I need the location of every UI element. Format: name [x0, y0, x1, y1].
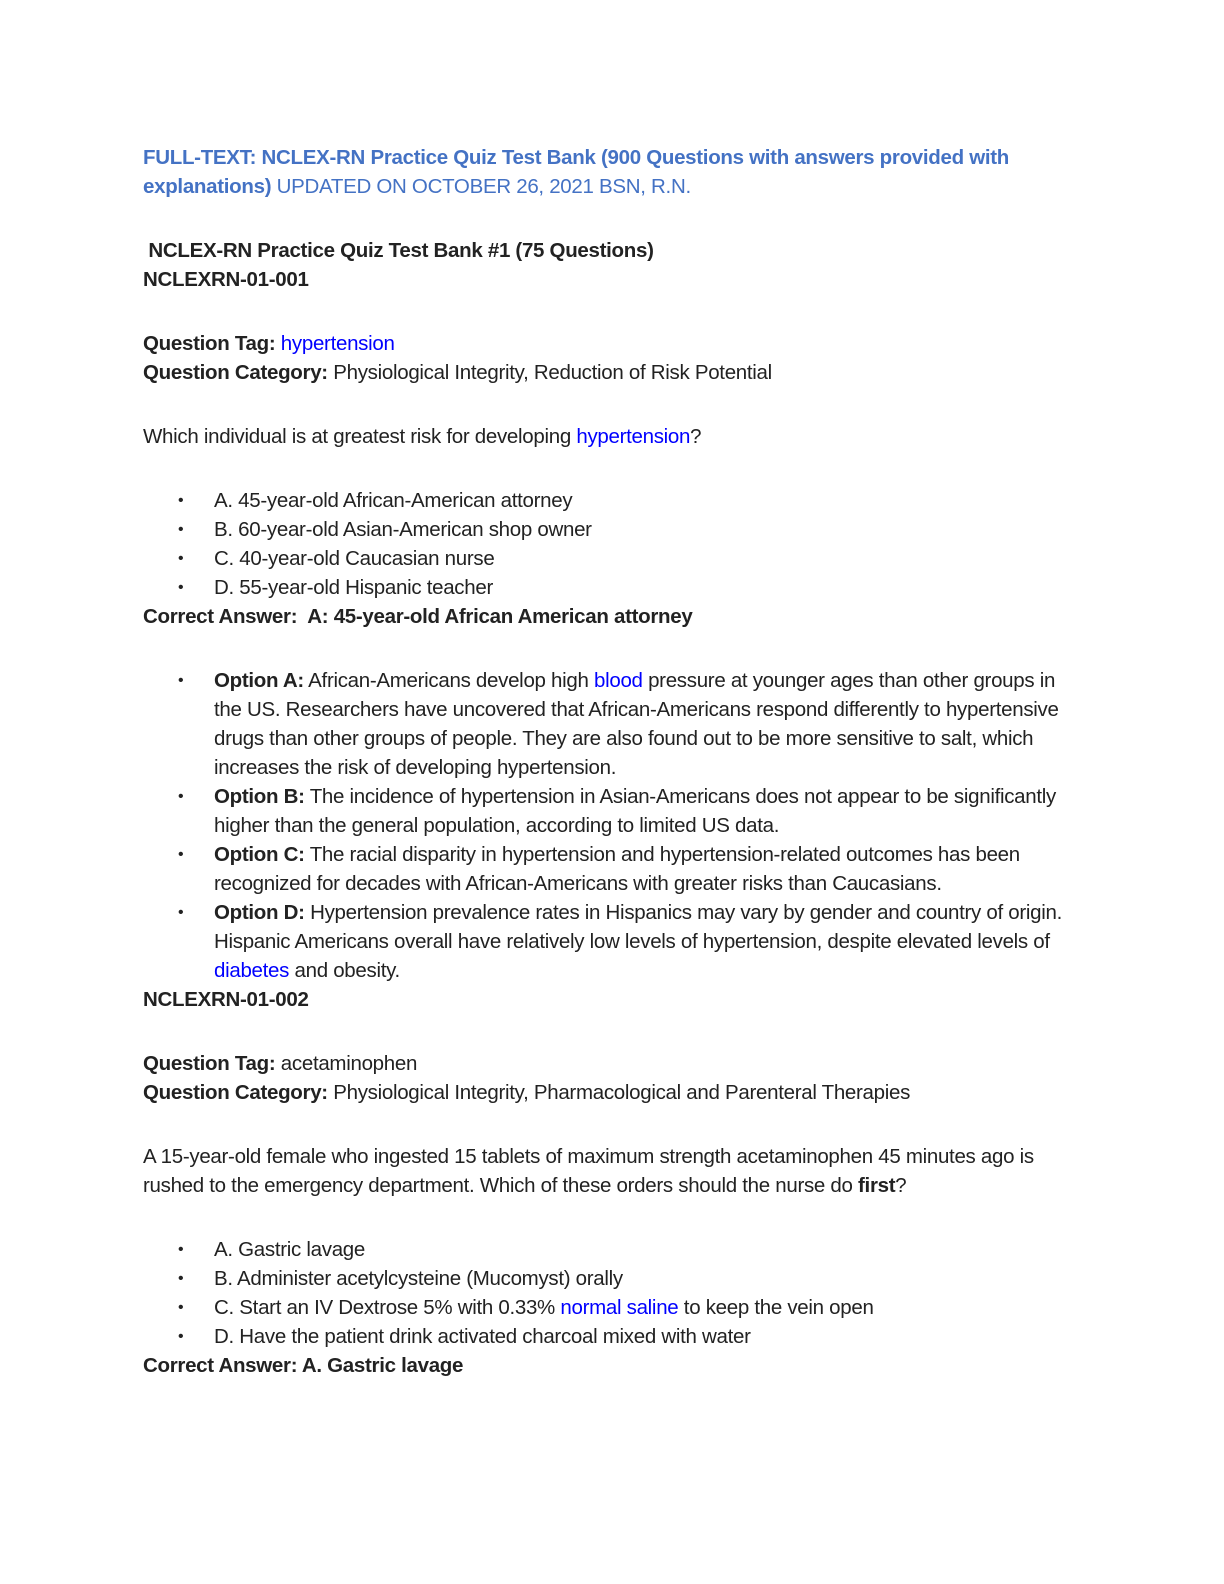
- choice-text: C. Start an IV Dextrose 5% with 0.33%: [214, 1296, 561, 1319]
- choice-b: [143, 1264, 1073, 1293]
- document-page: [143, 143, 1073, 1380]
- link-blood[interactable]: blood: [594, 669, 643, 692]
- explanation-text: pressure at younger ages than other groups in the US. Researchers have uncovered that African-Americans respond differently to hypertensive drugs than other groups of people. They are also found out to be more sensitive to salt, which increases the risk of developing hypertension.: [214, 669, 1059, 779]
- question-stem-1: [143, 422, 1073, 451]
- bullet-icon: •: [178, 1299, 184, 1316]
- choice-d: [143, 1322, 1073, 1351]
- category-value: Physiological Integrity, Pharmacological and Parenteral Therapies: [327, 1081, 911, 1104]
- link-diabetes[interactable]: diabetes: [214, 959, 290, 982]
- stem-end: ?: [895, 1174, 907, 1197]
- bullet-icon: •: [178, 846, 184, 863]
- question-tag-1: [143, 329, 1073, 358]
- explanation-label: Option D:: [214, 901, 305, 924]
- bullet-icon: •: [178, 1270, 184, 1287]
- question-id-1: NCLEXRN-01-001: [143, 268, 309, 291]
- explanation-text: and obesity.: [289, 959, 400, 982]
- stem-text: Which individual is at greatest risk for developing: [143, 425, 577, 448]
- explanation-c: [143, 840, 1073, 898]
- choice-text: B. 60-year-old Asian-American shop owner: [214, 518, 592, 541]
- bullet-icon: •: [178, 1328, 184, 1345]
- stem-text: A 15-year-old female who ingested 15 tablets of maximum strength acetaminophen 45 minutes ago is rushed to the emergency department. Which of these orders should the nurse do: [143, 1145, 1034, 1197]
- bullet-icon: •: [178, 672, 184, 689]
- tag-link-hypertension[interactable]: hypertension: [280, 332, 395, 355]
- explanation-text: Hypertension prevalence rates in Hispanics may vary by gender and country of origin. Hispanic Americans overall have relatively low levels of hypertension, despite elevated levels of: [214, 901, 1062, 953]
- question-id-2: NCLEXRN-01-002: [143, 988, 309, 1011]
- choice-d: [143, 573, 1073, 602]
- tag-value: acetaminophen: [275, 1052, 418, 1075]
- question-tag-2: [143, 1049, 1073, 1078]
- explanation-text: The racial disparity in hypertension and hypertension-related outcomes has been recognized for decades with African-Americans with greater risks than Caucasians.: [214, 843, 1020, 895]
- stem-emphasis: first: [858, 1174, 896, 1197]
- bullet-icon: •: [178, 904, 184, 921]
- choice-text: A. Gastric lavage: [214, 1238, 365, 1261]
- stem-link-hypertension[interactable]: hypertension: [576, 425, 691, 448]
- question-stem-2: [143, 1142, 1073, 1200]
- choice-text: C. 40-year-old Caucasian nurse: [214, 547, 495, 570]
- explanation-text: The incidence of hypertension in Asian-Americans does not appear to be significantly higher than the general population, according to limited US data.: [214, 785, 1056, 837]
- title-updated: UPDATED ON OCTOBER 26, 2021 BSN, R.N.: [271, 175, 691, 198]
- stem-end: ?: [690, 425, 702, 448]
- explanations-list-1: [143, 666, 1073, 985]
- document-title: [143, 143, 1073, 201]
- answer-value: A: 45-year-old African American attorney: [297, 605, 693, 628]
- category-value: Physiological Integrity, Reduction of Risk Potential: [333, 361, 772, 384]
- choice-text: D. 55-year-old Hispanic teacher: [214, 576, 493, 599]
- question-category-1: [143, 358, 1073, 387]
- choice-a: [143, 486, 1073, 515]
- explanation-a: [143, 666, 1073, 782]
- choice-text: to keep the vein open: [678, 1296, 874, 1319]
- category-label: Question Category:: [143, 1081, 328, 1104]
- choice-a: [143, 1235, 1073, 1264]
- tag-label: Question Tag:: [143, 1052, 276, 1075]
- bullet-icon: •: [178, 788, 184, 805]
- bullet-icon: •: [178, 492, 184, 509]
- choices-list-2: [143, 1235, 1073, 1351]
- choice-text: A. 45-year-old African-American attorney: [214, 489, 573, 512]
- answer-label: Correct Answer:: [143, 605, 298, 628]
- explanation-text: African-Americans develop high: [303, 669, 594, 692]
- explanation-label: Option B:: [214, 785, 305, 808]
- tag-label: Question Tag:: [143, 332, 276, 355]
- explanation-b: [143, 782, 1073, 840]
- question-category-2: [143, 1078, 1073, 1107]
- bullet-icon: •: [178, 1241, 184, 1258]
- bullet-icon: •: [178, 550, 184, 567]
- correct-answer-2: [143, 1351, 1073, 1380]
- answer-value: A. Gastric lavage: [297, 1354, 464, 1377]
- explanation-label: Option C:: [214, 843, 305, 866]
- bullet-icon: •: [178, 521, 184, 538]
- correct-answer-1: [143, 602, 1073, 631]
- choice-c: [143, 1293, 1073, 1322]
- link-normal-saline[interactable]: normal saline: [560, 1296, 679, 1319]
- choice-text: D. Have the patient drink activated charcoal mixed with water: [214, 1325, 751, 1348]
- choice-text: B. Administer acetylcysteine (Mucomyst) orally: [214, 1267, 623, 1290]
- bank-heading: NCLEX-RN Practice Quiz Test Bank #1 (75 Questions): [143, 239, 654, 262]
- title-bold: FULL-TEXT: NCLEX-RN Practice Quiz Test Bank (900 Questions with answers provided with explanations): [143, 146, 1010, 198]
- choice-b: [143, 515, 1073, 544]
- explanation-d: [143, 898, 1073, 985]
- answer-label: Correct Answer:: [143, 1354, 298, 1377]
- category-label: Question Category:: [143, 361, 328, 384]
- explanation-label: Option A:: [214, 669, 304, 692]
- bullet-icon: •: [178, 579, 184, 596]
- choices-list-1: [143, 486, 1073, 602]
- choice-c: [143, 544, 1073, 573]
